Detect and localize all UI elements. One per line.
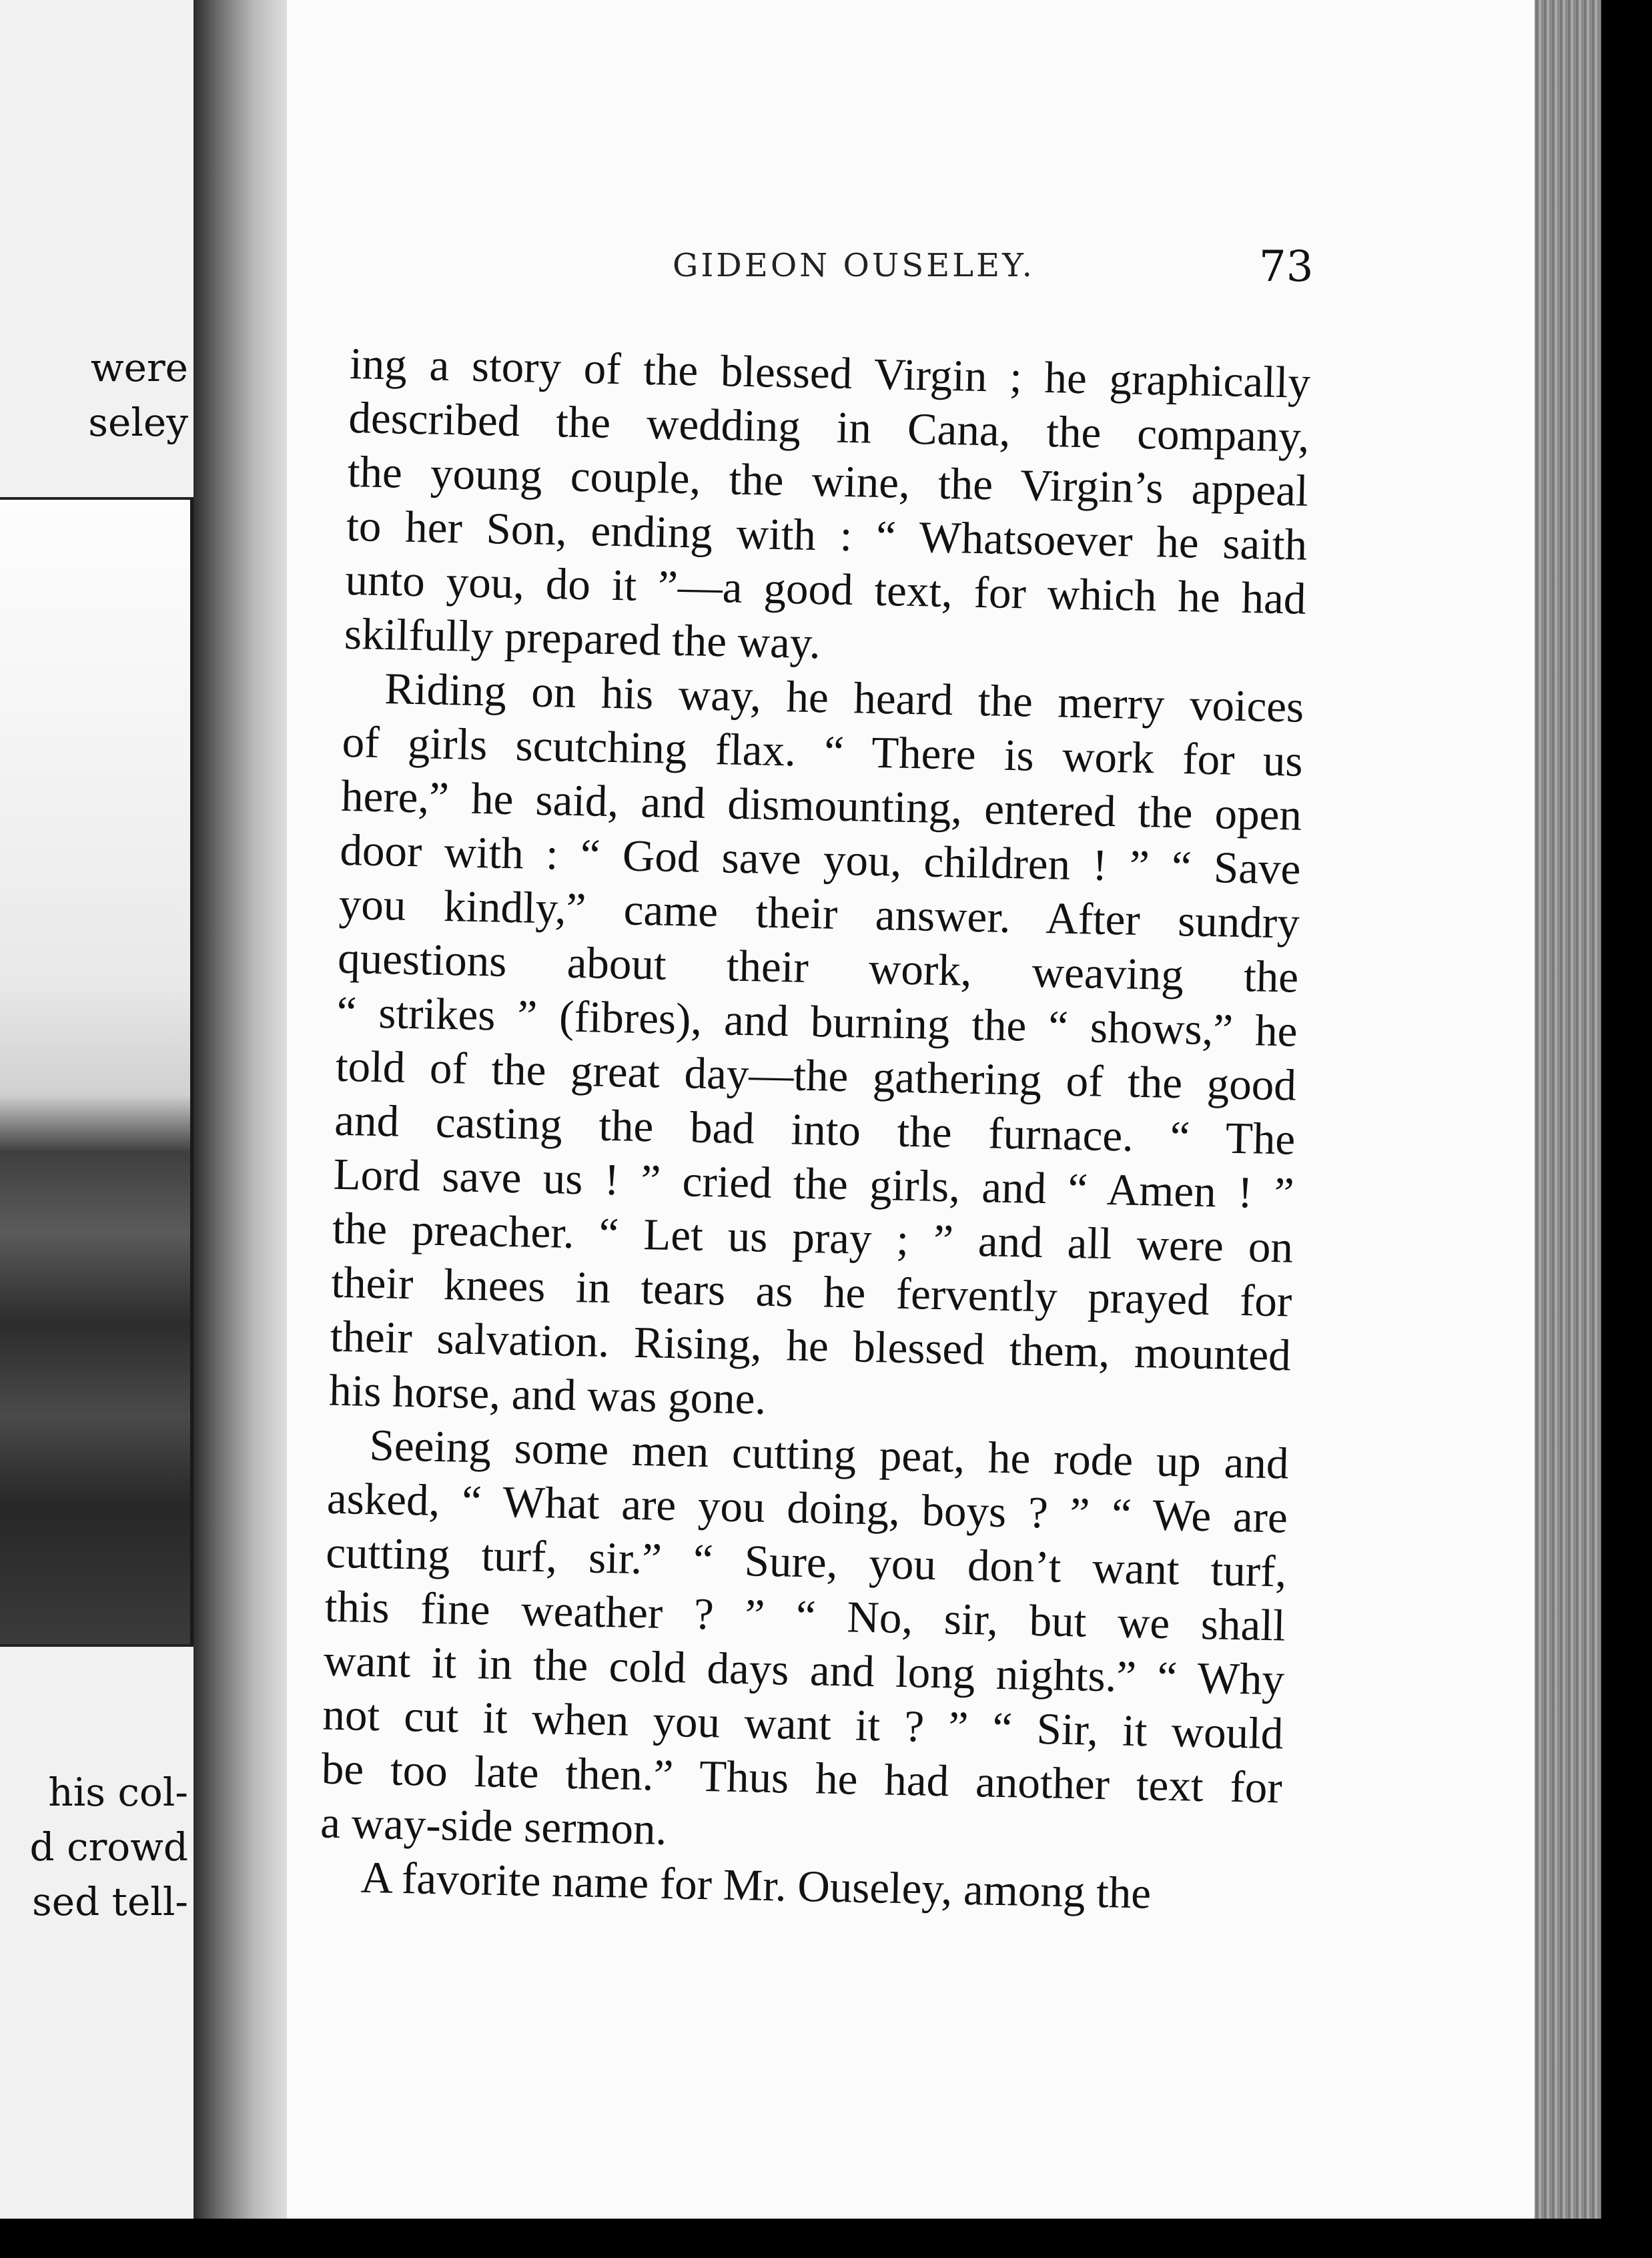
paragraph [344,337,1310,681]
left-line: his col- [48,1770,188,1815]
text-line: “ strikes ” (fibres), and burning the “ shows,” he [336,987,1298,1056]
text-line: a way-side sermon. [320,1798,668,1854]
text-line: of girls scutching flax. “ There is work for us [342,717,1304,786]
text-line: the preacher. “ Let us pray ; ” and all were on [332,1203,1294,1272]
page-number: 73 [1259,242,1314,292]
text-line: door with : “ God save you, children ! ” “ Save [339,825,1302,894]
text-line: described the wedding in Cana, the company, [348,392,1310,462]
text-line: his horse, and was gone. [328,1365,767,1424]
text-line: asked, “ What are you doing, boys ? ” “ We are [326,1473,1288,1543]
scan-bottom-border [0,2219,1652,2258]
book-gutter-shadow [193,0,294,2229]
body-text [319,337,1311,1923]
text-line: the young couple, the wine, the Virgin’s appeal [347,446,1309,516]
text-line: ing a story of the blessed Virgin ; he graphically [349,338,1311,408]
page-edges [1535,0,1601,2235]
paragraph [320,1418,1289,1870]
text-line: and casting the bad into the furnace. “ The [334,1095,1296,1164]
text-line: unto you, do it ”—a good text, for which he had [344,554,1307,624]
text-line: be too late then.” Thus he had another text for [321,1744,1283,1813]
text-line: their salvation. Rising, he blessed them, mounted [330,1311,1292,1381]
left-line: were [90,345,188,390]
text-line: Lord save us ! ” cried the girls, and “ Amen ! ” [333,1149,1295,1218]
text-line: to her Son, ending with : “ Whatsoever he saith [346,500,1308,570]
left-page [0,0,200,2222]
left-line: sed tell- [32,1879,188,1924]
text-line: told of the great day—the gathering of the good [335,1041,1297,1110]
text-line: skilfully prepared the way. [344,609,821,669]
text-line: not cut it when you want it ? ” “ Sir, it would [322,1689,1284,1759]
text-line: you kindly,” came their answer. After sundry [338,879,1300,948]
paragraph [328,661,1304,1437]
text-line: questions about their work, weaving the [337,933,1299,1002]
text-line: Seeing some men cutting peat, he rode up and [368,1420,1290,1489]
text-line: here,” he said, and dismounting, entered the open [340,771,1302,840]
left-line: d crowd [29,1824,188,1870]
text-line: Riding on his way, he heard the merry voices [384,664,1304,732]
left-page-bottom-text [30,1765,188,1929]
text-line: their knees in tears as he fervently prayed for [330,1257,1293,1327]
running-title: GIDEON OUSELEY. [673,247,1035,284]
left-line: seley [88,400,188,445]
left-page-photograph [0,497,194,1647]
text-line: cutting turf, sir.” “ Sure, you don’t want turf, [325,1527,1287,1597]
text-line: this fine weather ? ” “ No, sir, but we shall [324,1581,1286,1651]
text-line: A favorite name for Mr. Ouseley, among the [360,1852,1152,1918]
text-line: want it in the cold days and long nights.” “ Why [323,1635,1285,1705]
left-page-top-text [88,340,188,450]
